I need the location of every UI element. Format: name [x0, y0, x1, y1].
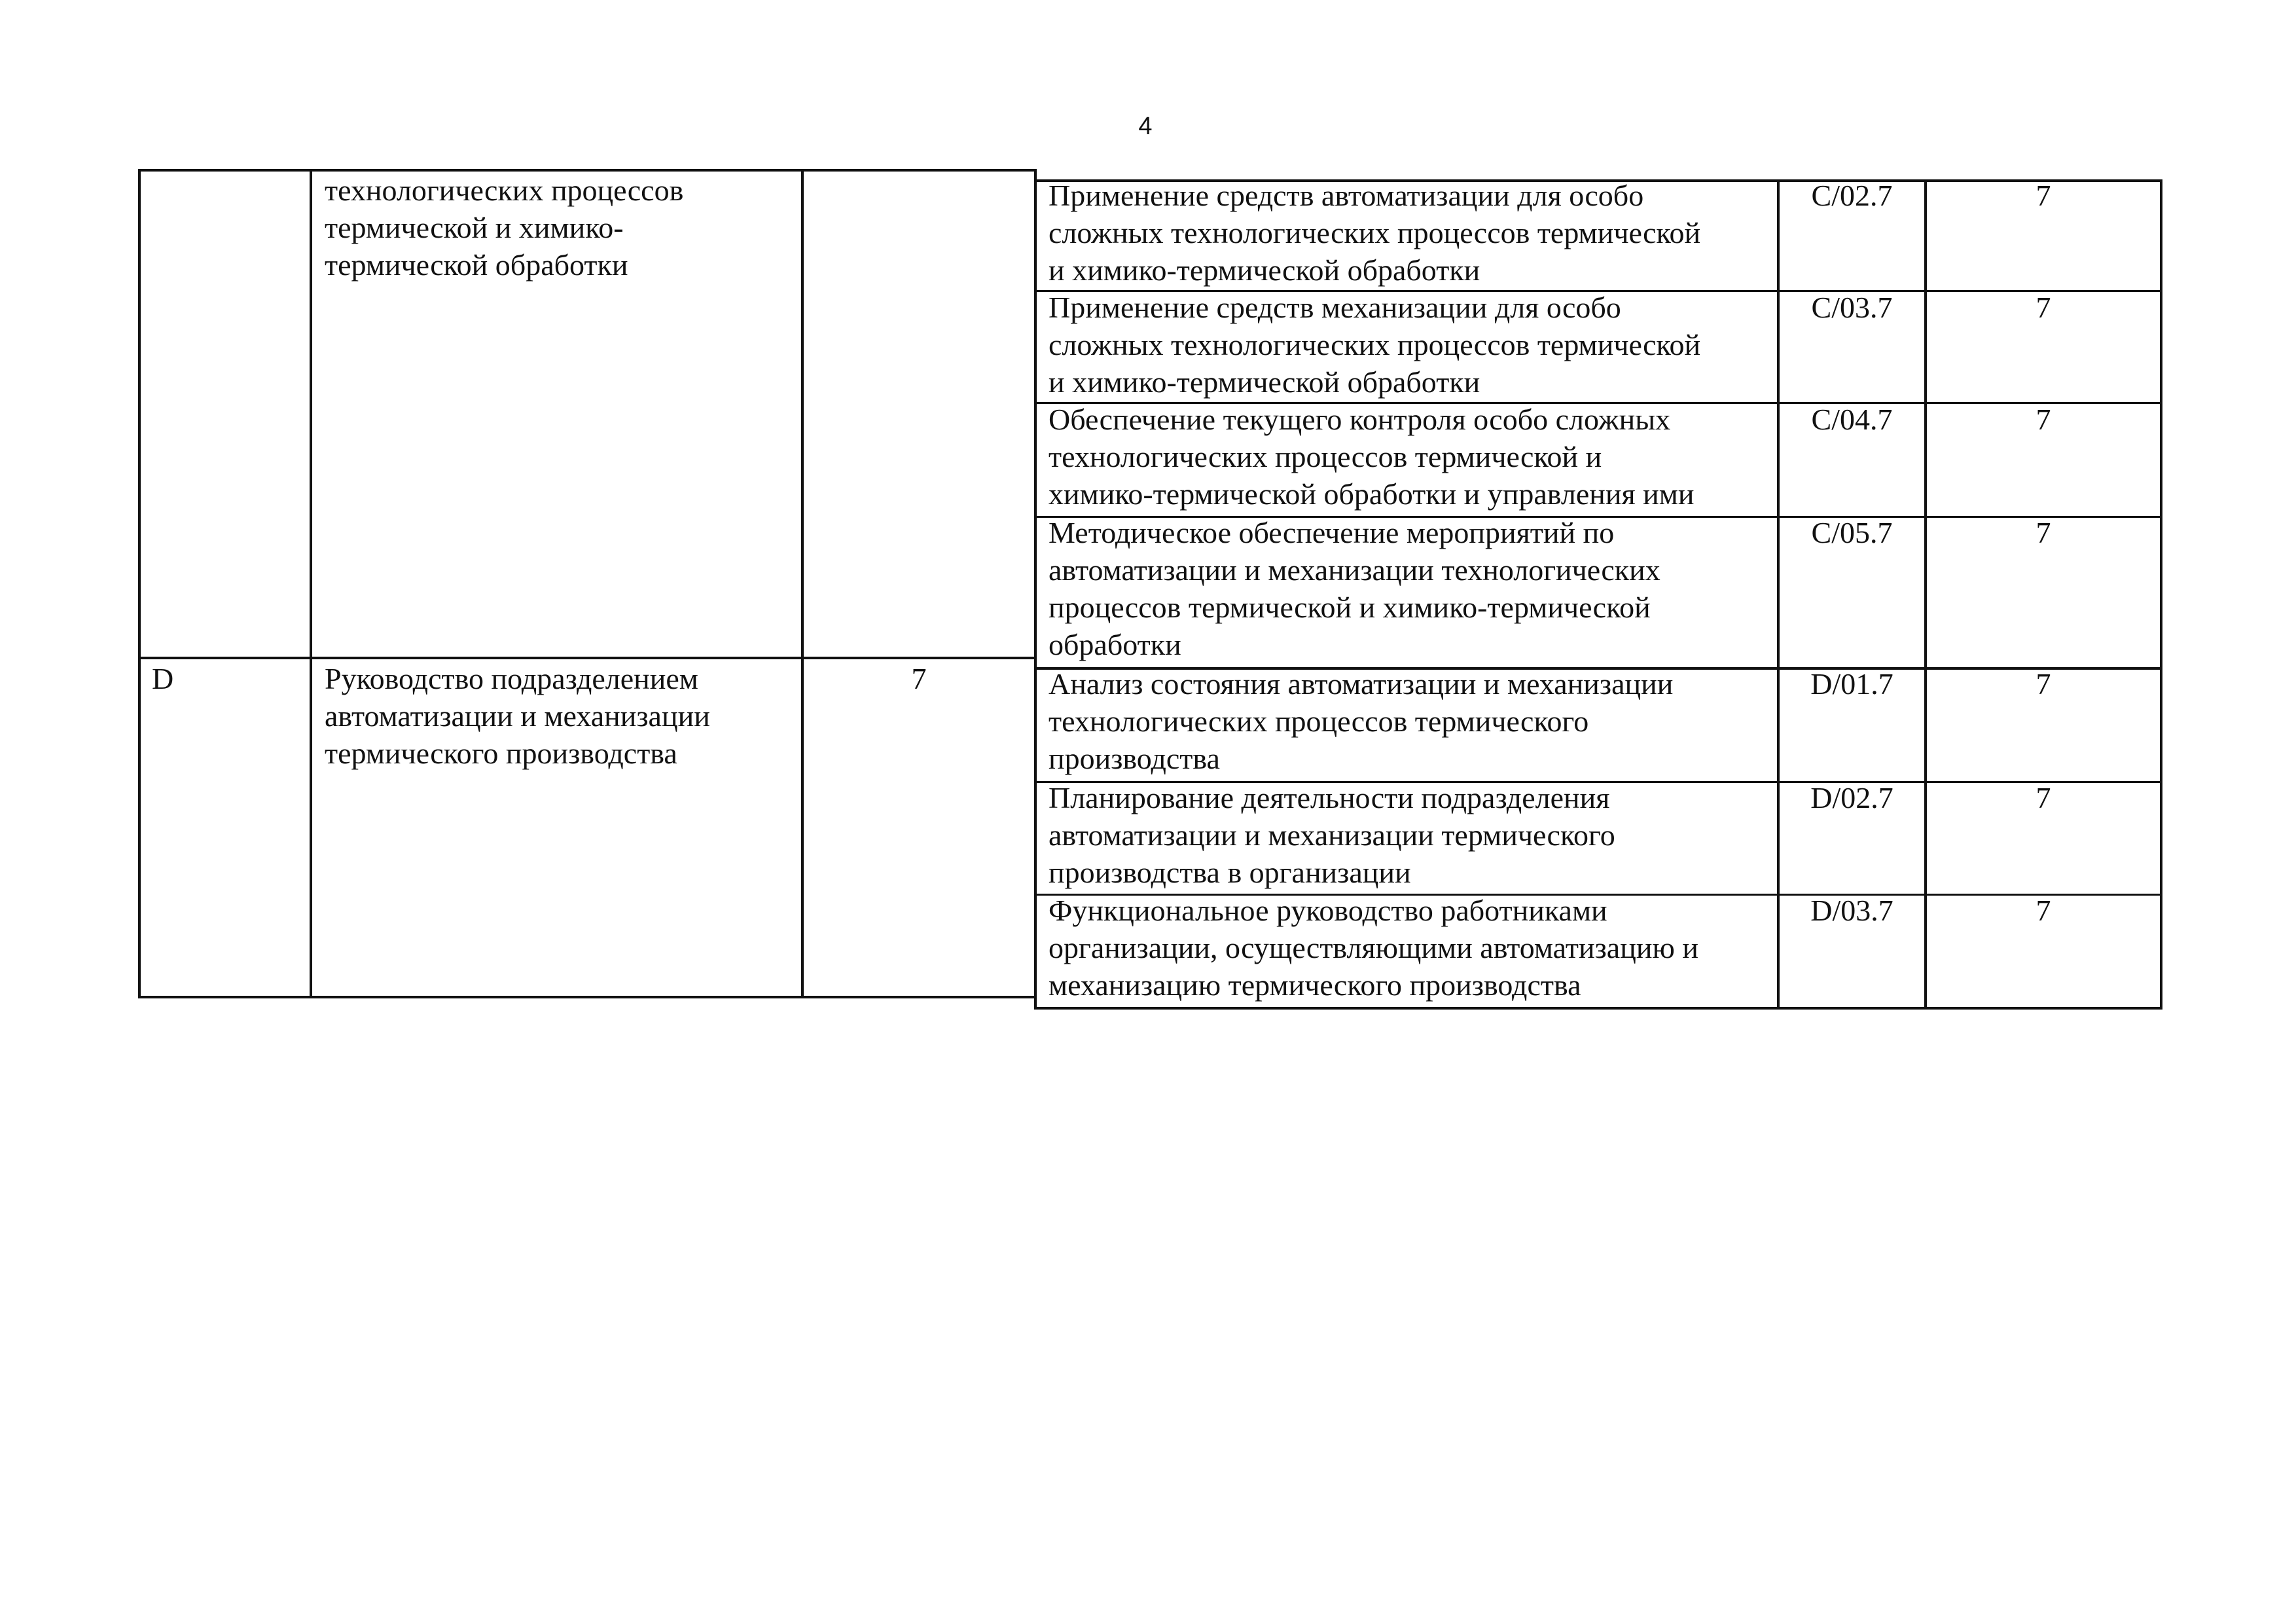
labor-function-code: D/01.7: [1810, 667, 1893, 701]
group-divider-left: [139, 657, 1037, 659]
labor-function-code: C/02.7: [1811, 179, 1893, 212]
labor-function-name: Обеспечение текущего контроля особо сложных технологических процессов термической и химико-термической обработки и управления ими: [1049, 403, 1695, 511]
labor-function-name: Анализ состояния автоматизации и механизации технологических процессов термического производства: [1049, 667, 1674, 775]
qualification-level: 7: [2036, 667, 2051, 701]
qualification-level: 7: [2036, 179, 2051, 212]
generalized-function-code: D: [152, 662, 174, 695]
qualification-level: 7: [2036, 516, 2051, 549]
page-number: 4: [1138, 113, 1153, 140]
qualification-level: 7: [2036, 781, 2051, 814]
col-line-0: [138, 169, 141, 998]
col-line-3: [1034, 169, 1037, 1010]
col-line-6: [2160, 179, 2162, 1010]
labor-function-name: Планирование деятельности подразделения автоматизации и механизации термического производства в организации: [1049, 781, 1615, 889]
labor-function-code: D/03.7: [1810, 894, 1893, 927]
generalized-function-name: Руководство подразделением автоматизации и механизации термического производства: [325, 662, 710, 770]
qualification-level: 7: [2036, 403, 2051, 436]
col-line-2: [801, 169, 804, 998]
labor-function-name: Применение средств механизации для особо сложных технологических процессов термической и химико-термической обработки: [1049, 291, 1701, 399]
qualification-level: 7: [2036, 894, 2051, 927]
continuation-function-name: технологических процессов термической и химико- термической обработки: [325, 173, 684, 282]
labor-function-code: C/03.7: [1811, 291, 1893, 324]
labor-function-code: C/05.7: [1811, 516, 1893, 549]
qualification-level: 7: [2036, 291, 2051, 324]
generalized-function-level: 7: [911, 662, 927, 695]
table-border-bottom-left: [139, 996, 1037, 998]
table-border-bottom-right: [1035, 1007, 2162, 1010]
col-line-1: [310, 169, 312, 998]
labor-function-name: Применение средств автоматизации для особо сложных технологических процессов термической и химико-термической обработки: [1049, 179, 1701, 287]
labor-function-name: Методическое обеспечение мероприятий по автоматизации и механизации технологических процессов термической и химико-термической обработки: [1049, 516, 1660, 661]
labor-function-name: Функциональное руководство работниками организации, осуществляющими автоматизацию и механизацию термического производства: [1049, 894, 1698, 1002]
labor-function-code: D/02.7: [1810, 781, 1893, 814]
labor-function-code: C/04.7: [1811, 403, 1893, 436]
